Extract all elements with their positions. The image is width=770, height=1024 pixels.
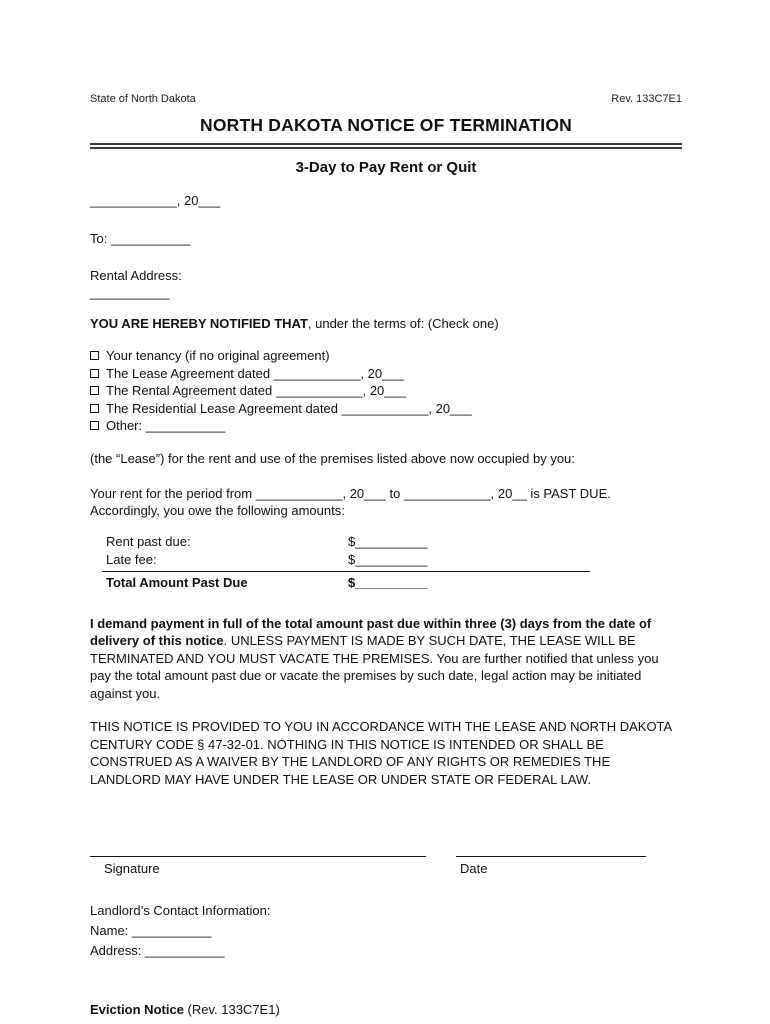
checkbox-list xyxy=(90,347,682,435)
amount-label: Rent past due: xyxy=(106,533,191,549)
checkbox-icon[interactable] xyxy=(90,404,99,413)
date-blank-line: ____________, 20___ xyxy=(90,192,221,208)
rent-period-paragraph: Your rent for the period from ____________, 20___ to ____________, 20__ is PAST DUE. Accordingly, you owe the following amounts: xyxy=(90,485,611,519)
checkbox-option-other xyxy=(90,417,682,435)
demand-paragraph xyxy=(90,615,682,703)
amounts-table xyxy=(102,533,590,592)
landlord-name-line: Name: ___________ xyxy=(90,923,212,939)
date-line xyxy=(456,847,646,857)
signature-lines xyxy=(90,847,682,857)
amount-row-rent-past-due xyxy=(102,533,590,551)
checkbox-option-residential-lease xyxy=(90,400,682,418)
checkbox-option-tenancy xyxy=(90,347,682,365)
signature-label-gap xyxy=(426,860,456,878)
footer-title: Eviction Notice xyxy=(90,1002,184,1018)
checkbox-option-lease-agreement xyxy=(90,365,682,383)
checkbox-label: The Lease Agreement dated ____________, 20___ xyxy=(106,365,404,381)
checkbox-icon[interactable] xyxy=(90,351,99,360)
checkbox-label: Your tenancy (if no original agreement) xyxy=(106,348,330,364)
notified-statement xyxy=(90,315,682,333)
title-divider xyxy=(90,143,682,149)
landlord-address-line: Address: ___________ xyxy=(90,943,225,959)
header-state-label: State of North Dakota xyxy=(90,93,196,105)
checkbox-icon[interactable] xyxy=(90,421,99,430)
page-title: NORTH DAKOTA NOTICE OF TERMINATION xyxy=(199,114,572,135)
signature-label: Signature xyxy=(104,860,160,876)
lease-definition-line: (the “Lease”) for the rent and use of the premises listed above now occupied by you: xyxy=(90,450,575,466)
amount-label: Late fee: xyxy=(106,551,157,567)
date-label: Date xyxy=(460,860,488,876)
document-footer xyxy=(90,1001,682,1019)
amount-label: Total Amount Past Due xyxy=(106,574,248,590)
amount-value-blank: $__________ xyxy=(348,574,428,590)
notified-statement-rest: , under the terms of: (Check one) xyxy=(307,315,499,331)
notified-statement-bold: YOU ARE HEREBY NOTIFIED THAT xyxy=(90,315,308,331)
signature-labels xyxy=(90,860,682,878)
checkbox-label: Other: ___________ xyxy=(106,418,226,434)
rental-address-block xyxy=(90,267,682,302)
rental-address-label: Rental Address: xyxy=(90,267,182,283)
legal-paragraph: THIS NOTICE IS PROVIDED TO YOU IN ACCORDANCE WITH THE LEASE AND NORTH DAKOTA CENTURY CODE § 47-32-01. NOTHING IN THIS NOTICE IS INTENDED OR SHALL BE CONSTRUED AS A WAIVER BY THE LANDLORD OF ANY RIGHTS OR REMEDIES THE LANDLORD MAY HAVE UNDER THE LEASE OR UNDER STATE OR FEDERAL LAW. xyxy=(90,719,672,787)
checkbox-label: The Residential Lease Agreement dated ____________, 20___ xyxy=(106,400,472,416)
to-line: To: ___________ xyxy=(90,231,191,247)
checkbox-icon[interactable] xyxy=(90,386,99,395)
signature-block xyxy=(90,847,682,878)
rental-address-blank: ___________ xyxy=(90,285,170,301)
checkbox-option-rental-agreement xyxy=(90,382,682,400)
signature-gap xyxy=(426,847,456,857)
footer-revision: (Rev. 133C7E1) xyxy=(183,1002,280,1018)
checkbox-label: The Rental Agreement dated ____________, 20___ xyxy=(106,383,406,399)
header-revision-label: Rev. 133C7E1 xyxy=(611,93,682,105)
landlord-contact-heading: Landlord’s Contact Information: xyxy=(90,903,271,919)
amount-row-late-fee xyxy=(102,551,590,572)
amount-value-blank: $__________ xyxy=(348,551,428,567)
checkbox-icon[interactable] xyxy=(90,369,99,378)
landlord-contact-block xyxy=(90,901,682,961)
signature-line xyxy=(90,847,426,857)
amount-value-blank: $__________ xyxy=(348,533,428,549)
document-header xyxy=(90,92,682,107)
amount-row-total xyxy=(102,574,590,592)
demand-paragraph-bold: I demand payment in full of the total amount past due within three (3) days from the date of delivery of this notice xyxy=(90,615,652,649)
page-subtitle: 3-Day to Pay Rent or Quit xyxy=(295,159,477,177)
demand-paragraph-rest: . UNLESS PAYMENT IS MADE BY SUCH DATE, THE LEASE WILL BE TERMINATED AND YOU MUST VACATE THE PREMISES. You are further notified that unless you pay the total amount past due or vacate the premises by such date, legal action may be initiated against you. xyxy=(90,633,659,701)
